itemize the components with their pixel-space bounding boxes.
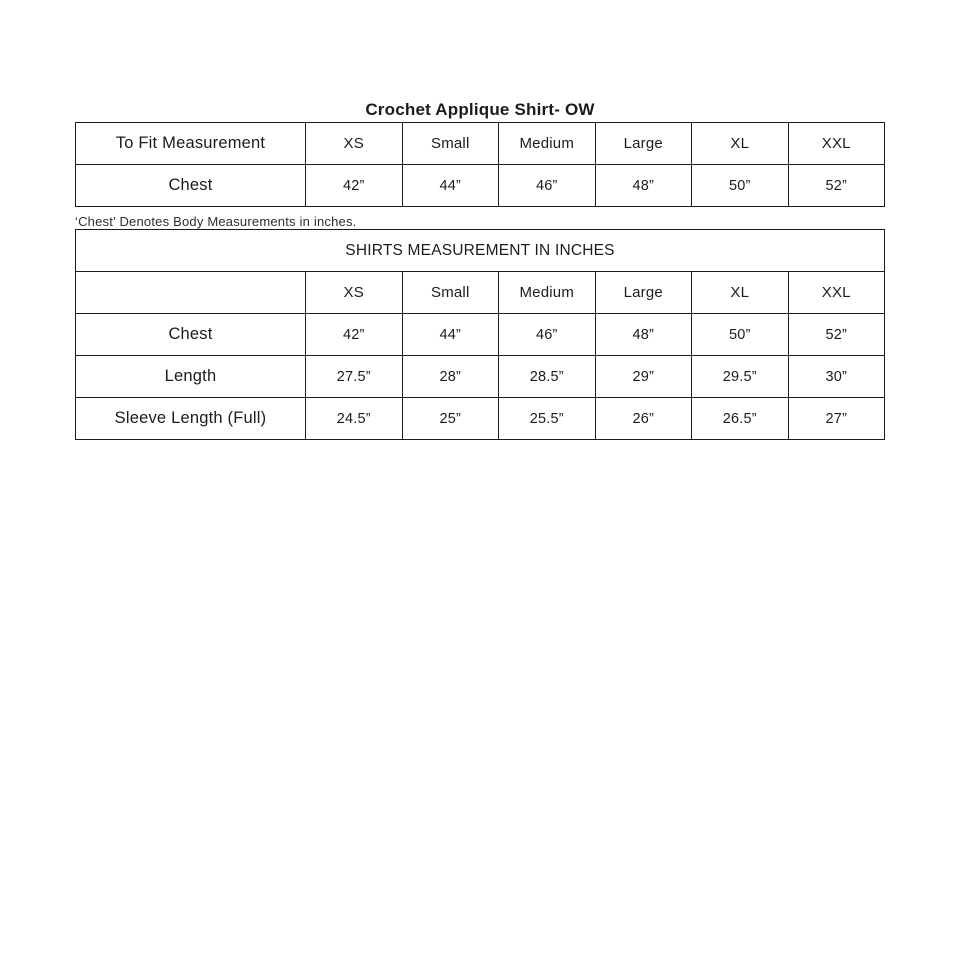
- value-cell: 50”: [692, 165, 789, 207]
- size-header-cell-xxl: XXL: [788, 123, 885, 165]
- size-header-cell-medium: Medium: [499, 272, 596, 314]
- value-cell: 30”: [788, 356, 885, 398]
- size-header-cell-xl: XL: [692, 123, 789, 165]
- value-cell: 24.5”: [306, 398, 403, 440]
- shirt-table-chest-row: [76, 314, 885, 356]
- size-header-cell-large: Large: [595, 272, 692, 314]
- size-header-cell-xs: XS: [306, 272, 403, 314]
- value-cell: 27”: [788, 398, 885, 440]
- value-cell: 48”: [595, 314, 692, 356]
- value-cell: 50”: [692, 314, 789, 356]
- row-label-cell: Length: [76, 356, 306, 398]
- value-cell: 44”: [402, 165, 499, 207]
- value-cell: 42”: [306, 165, 403, 207]
- fit-header-label-cell: To Fit Measurement: [76, 123, 306, 165]
- size-header-cell-xl: XL: [692, 272, 789, 314]
- shirts-measurement-table: [75, 229, 885, 440]
- value-cell: 26.5”: [692, 398, 789, 440]
- value-cell: 28.5”: [499, 356, 596, 398]
- value-cell: 46”: [499, 314, 596, 356]
- row-label-cell: Sleeve Length (Full): [76, 398, 306, 440]
- fit-table-header-row: [76, 123, 885, 165]
- shirt-table-title-cell: SHIRTS MEASUREMENT IN INCHES: [76, 230, 885, 272]
- value-cell: 25”: [402, 398, 499, 440]
- shirt-table-length-row: [76, 356, 885, 398]
- size-header-cell-small: Small: [402, 272, 499, 314]
- value-cell: 29”: [595, 356, 692, 398]
- shirt-table-title-row: [76, 230, 885, 272]
- value-cell: 42”: [306, 314, 403, 356]
- value-cell: 48”: [595, 165, 692, 207]
- value-cell: 52”: [788, 165, 885, 207]
- to-fit-measurement-table: [75, 122, 885, 207]
- chest-note: ‘Chest’ Denotes Body Measurements in inches.: [75, 214, 357, 229]
- size-chart-page: [0, 0, 960, 440]
- size-header-cell-xxl: XXL: [788, 272, 885, 314]
- row-label-cell: Chest: [76, 314, 306, 356]
- shirt-table-sleeve-row: [76, 398, 885, 440]
- value-cell: 25.5”: [499, 398, 596, 440]
- size-header-cell-small: Small: [402, 123, 499, 165]
- value-cell: 46”: [499, 165, 596, 207]
- value-cell: 27.5”: [306, 356, 403, 398]
- value-cell: 44”: [402, 314, 499, 356]
- empty-cell: [76, 272, 306, 314]
- value-cell: 28”: [402, 356, 499, 398]
- value-cell: 29.5”: [692, 356, 789, 398]
- size-header-cell-xs: XS: [306, 123, 403, 165]
- shirt-table-size-header-row: [76, 272, 885, 314]
- page-title: Crochet Applique Shirt- OW: [365, 100, 595, 119]
- fit-table-chest-row: [76, 165, 885, 207]
- value-cell: 26”: [595, 398, 692, 440]
- size-header-cell-medium: Medium: [499, 123, 596, 165]
- value-cell: 52”: [788, 314, 885, 356]
- size-header-cell-large: Large: [595, 123, 692, 165]
- row-label-cell: Chest: [76, 165, 306, 207]
